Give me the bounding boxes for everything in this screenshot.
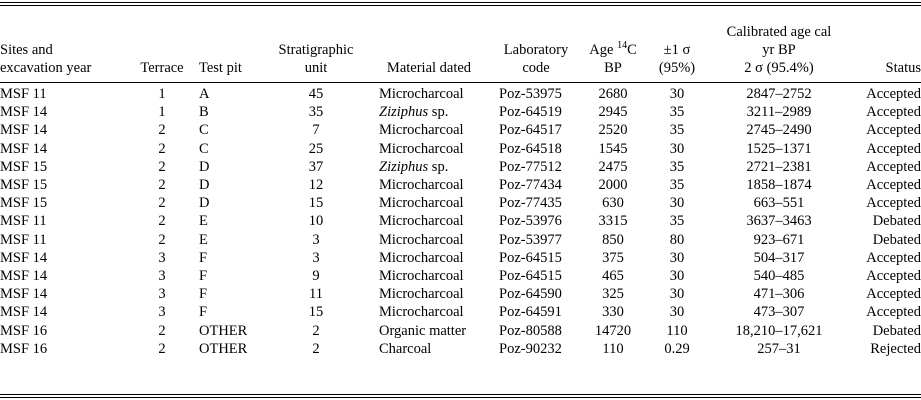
col-header-terrace-line1: Terrace (140, 60, 184, 76)
cell-sigma: 30 (669, 140, 685, 157)
bottom-rule-outer (0, 397, 921, 398)
cell-strat-unit: 7 (312, 122, 320, 139)
cell-strat-unit: 9 (312, 267, 320, 284)
table-row (0, 176, 921, 194)
cell-sigma: 35 (669, 104, 685, 121)
cell-strat-unit: 15 (308, 304, 324, 321)
cell-lab-code: Poz-64519 (499, 104, 562, 121)
cell-strat-unit: 11 (309, 286, 323, 303)
table-row (0, 267, 921, 285)
cell-terrace: 1 (158, 86, 166, 103)
cell-strat-unit: 12 (308, 177, 324, 194)
cell-sigma: 110 (666, 322, 688, 339)
cell-material-suffix: sp. (428, 158, 449, 175)
cell-calibrated: 540–485 (753, 267, 805, 284)
cell-test-pit: B (199, 104, 209, 121)
col-header-lab-code (493, 8, 579, 82)
cell-sigma: 35 (669, 158, 685, 175)
cell-test-pit: A (199, 86, 210, 103)
cell-site: MSF 14 (0, 304, 48, 321)
cell-age: 1545 (598, 140, 628, 157)
cell-age: 3315 (598, 213, 628, 230)
cell-test-pit: C (199, 140, 209, 157)
cell-terrace: 3 (158, 267, 166, 284)
cell-material-suffix: sp. (428, 104, 449, 121)
cell-lab-code: Poz-64515 (499, 249, 562, 266)
cell-test-pit: F (199, 304, 208, 321)
cell-test-pit: E (199, 213, 208, 230)
col-header-test-pit (199, 8, 267, 82)
cell-strat-unit: 10 (308, 213, 324, 230)
cell-status: Accepted (866, 122, 921, 139)
cell-test-pit: E (199, 231, 208, 248)
table-row (0, 82, 921, 103)
cell-age: 850 (602, 231, 624, 248)
col-header-terrace (125, 8, 199, 82)
cell-material (365, 158, 493, 176)
col-header-sigma-line1: ±1 σ (663, 42, 691, 58)
cell-status: Debated (872, 231, 921, 248)
cell-strat-unit: 37 (308, 158, 324, 175)
col-header-lab-line1: Laboratory (503, 42, 569, 58)
cell-age: 2945 (598, 104, 628, 121)
cell-strat-unit: 2 (312, 340, 320, 357)
table-row (0, 212, 921, 230)
table-row (0, 194, 921, 212)
table-row (0, 103, 921, 121)
cell-status: Accepted (866, 177, 921, 194)
cell-site: MSF 14 (0, 286, 48, 303)
cell-sigma: 30 (669, 286, 685, 303)
col-header-status-line1: Status (885, 60, 921, 76)
cell-terrace: 3 (158, 249, 166, 266)
col-header-status (851, 8, 921, 82)
table-row (0, 303, 921, 321)
cell-site: MSF 14 (0, 104, 48, 121)
cell-material-taxon: Ziziphus (379, 158, 429, 175)
cell-strat-unit: 25 (308, 140, 324, 157)
cell-material: Microcharcoal (379, 304, 464, 321)
col-header-age (579, 8, 647, 82)
cell-calibrated: 504–317 (753, 249, 805, 266)
cell-lab-code: Poz-53976 (499, 213, 562, 230)
cell-status: Accepted (866, 249, 921, 266)
cell-calibrated: 471–306 (753, 286, 805, 303)
cell-site: MSF 14 (0, 140, 48, 157)
cell-age: 630 (602, 195, 624, 212)
cell-test-pit: OTHER (199, 322, 248, 339)
cell-lab-code: Poz-80588 (499, 322, 562, 339)
cell-lab-code: Poz-64590 (499, 286, 562, 303)
cell-site: MSF 11 (0, 213, 47, 230)
cell-age: 2475 (598, 158, 628, 175)
cell-terrace: 1 (158, 104, 166, 121)
top-rule-outer (0, 2, 921, 3)
cell-age: 465 (602, 267, 624, 284)
cell-calibrated: 1525–1371 (746, 140, 812, 157)
cell-material: Microcharcoal (379, 177, 464, 194)
col-header-test-pit-line1: Test pit (199, 60, 242, 76)
cell-site: MSF 16 (0, 322, 48, 339)
cell-age: 2000 (598, 177, 628, 194)
cell-terrace: 2 (158, 340, 166, 357)
cell-sigma: 35 (669, 213, 685, 230)
cell-status: Accepted (866, 140, 921, 157)
cell-strat-unit: 45 (308, 86, 324, 103)
col-header-site (0, 8, 125, 82)
cell-site: MSF 15 (0, 177, 48, 194)
cell-terrace: 2 (158, 322, 166, 339)
cell-age: 110 (602, 340, 624, 357)
col-header-cal-line1: Calibrated age cal (726, 24, 832, 40)
cell-sigma: 30 (669, 304, 685, 321)
cell-strat-unit: 2 (312, 322, 320, 339)
cell-site: MSF 14 (0, 249, 48, 266)
cell-material: Microcharcoal (379, 249, 464, 266)
cell-status: Accepted (866, 304, 921, 321)
table-row (0, 285, 921, 303)
table-row (0, 158, 921, 176)
cell-site: MSF 16 (0, 340, 48, 357)
col-header-material (365, 8, 493, 82)
cell-material: Microcharcoal (379, 122, 464, 139)
cell-terrace: 2 (158, 140, 166, 157)
col-header-strat-line2: unit (304, 60, 328, 76)
cell-strat-unit: 15 (308, 195, 324, 212)
table-row (0, 321, 921, 339)
cell-test-pit: F (199, 286, 208, 303)
cell-material: Microcharcoal (379, 86, 464, 103)
cell-terrace: 2 (158, 122, 166, 139)
table-row (0, 249, 921, 267)
cell-test-pit: F (199, 267, 208, 284)
cell-age: 2520 (598, 122, 628, 139)
cell-lab-code: Poz-53977 (499, 231, 562, 248)
table-row (0, 231, 921, 249)
cell-terrace: 2 (158, 158, 166, 175)
cell-lab-code: Poz-90232 (499, 340, 562, 357)
cell-calibrated: 2721–2381 (746, 158, 812, 175)
cell-terrace: 2 (158, 177, 166, 194)
header-rule (0, 82, 921, 83)
cell-material: Organic matter (379, 322, 467, 339)
cell-lab-code: Poz-77512 (499, 158, 562, 175)
cell-status: Accepted (866, 86, 921, 103)
cell-test-pit: OTHER (199, 340, 248, 357)
cell-test-pit: F (199, 249, 208, 266)
cell-status: Accepted (866, 286, 921, 303)
top-rule-inner (0, 5, 921, 6)
cell-sigma: 35 (669, 177, 685, 194)
cell-calibrated: 2847–2752 (746, 86, 812, 103)
cell-site: MSF 15 (0, 158, 48, 175)
cell-calibrated: 473–307 (753, 304, 805, 321)
col-header-lab-line2: code (522, 60, 550, 76)
cell-status: Rejected (870, 340, 921, 357)
cell-lab-code: Poz-77435 (499, 195, 562, 212)
cell-status: Accepted (866, 195, 921, 212)
cell-calibrated: 663–551 (753, 195, 805, 212)
cell-calibrated: 2745–2490 (746, 122, 812, 139)
cell-calibrated: 18,210–17,621 (735, 322, 823, 339)
cell-strat-unit: 3 (312, 249, 320, 266)
cell-status: Accepted (866, 158, 921, 175)
cell-lab-code: Poz-64591 (499, 304, 562, 321)
cell-strat-unit: 3 (312, 231, 320, 248)
cell-lab-code: Poz-53975 (499, 86, 562, 103)
cell-test-pit: D (199, 195, 210, 212)
cell-sigma: 80 (669, 231, 685, 248)
col-header-age-line2: BP (604, 60, 622, 76)
cell-material: Microcharcoal (379, 267, 464, 284)
cell-strat-unit: 35 (308, 104, 324, 121)
cell-site: MSF 15 (0, 195, 48, 212)
cell-age: 2680 (598, 86, 628, 103)
cell-material (365, 103, 493, 121)
col-header-age-prefix: Age (589, 42, 618, 58)
cell-status: Accepted (866, 104, 921, 121)
cell-sigma: 35 (669, 122, 685, 139)
cell-terrace: 2 (158, 231, 166, 248)
col-header-age-sup: 14 (617, 40, 628, 51)
table-body (0, 82, 921, 358)
col-header-calibrated (707, 8, 851, 82)
cell-sigma: 0.29 (664, 340, 690, 357)
cell-calibrated: 3211–2989 (746, 104, 812, 121)
cell-material: Microcharcoal (379, 231, 464, 248)
cell-sigma: 30 (669, 86, 685, 103)
cell-test-pit: D (199, 158, 210, 175)
col-header-cal-line2: yr BP (762, 42, 796, 58)
col-header-sigma-line2: (95%) (658, 60, 696, 76)
cell-sigma: 30 (669, 267, 685, 284)
cell-test-pit: C (199, 122, 209, 139)
cell-status: Debated (872, 213, 921, 230)
col-header-material-line1: Material dated (386, 60, 472, 76)
bottom-rule-inner (0, 394, 921, 395)
col-header-age-line1 (579, 41, 647, 59)
col-header-cal-line3: 2 σ (95.4%) (744, 60, 814, 76)
cell-terrace: 2 (158, 195, 166, 212)
cell-site: MSF 11 (0, 231, 47, 248)
cell-calibrated: 1858–1874 (746, 177, 812, 194)
cell-lab-code: Poz-64518 (499, 140, 562, 157)
col-header-strat-unit (267, 8, 365, 82)
cell-terrace: 2 (158, 213, 166, 230)
cell-material: Charcoal (379, 340, 432, 357)
cell-age: 325 (602, 286, 624, 303)
col-header-age-suffix: C (627, 42, 637, 58)
col-header-strat-line1: Stratigraphic (278, 42, 354, 58)
cell-terrace: 3 (158, 286, 166, 303)
col-header-site-line2: excavation year (0, 60, 92, 76)
cell-age: 375 (602, 249, 624, 266)
cell-age: 14720 (594, 322, 632, 339)
table-row (0, 121, 921, 139)
cell-material: Microcharcoal (379, 195, 464, 212)
cell-sigma: 30 (669, 195, 685, 212)
cell-site: MSF 14 (0, 267, 48, 284)
cell-lab-code: Poz-64517 (499, 122, 562, 139)
table-row (0, 340, 921, 358)
cell-material: Microcharcoal (379, 213, 464, 230)
cell-material-taxon: Ziziphus (379, 104, 429, 121)
table-header (0, 8, 921, 82)
cell-sigma: 30 (669, 249, 685, 266)
col-header-sigma (647, 8, 707, 82)
cell-age: 330 (602, 304, 624, 321)
cell-lab-code: Poz-64515 (499, 267, 562, 284)
cell-material: Microcharcoal (379, 286, 464, 303)
cell-site: MSF 11 (0, 86, 47, 103)
col-header-site-line1: Sites and (0, 42, 53, 58)
table-row (0, 140, 921, 158)
cell-calibrated: 923–671 (753, 231, 805, 248)
cell-test-pit: D (199, 177, 210, 194)
cell-calibrated: 257–31 (757, 340, 801, 357)
cell-lab-code: Poz-77434 (499, 177, 562, 194)
cell-status: Debated (872, 322, 921, 339)
cell-site: MSF 14 (0, 122, 48, 139)
radiocarbon-dates-table (0, 8, 921, 358)
cell-material: Microcharcoal (379, 140, 464, 157)
cell-terrace: 3 (158, 304, 166, 321)
cell-status: Accepted (866, 267, 921, 284)
cell-calibrated: 3637–3463 (746, 213, 812, 230)
